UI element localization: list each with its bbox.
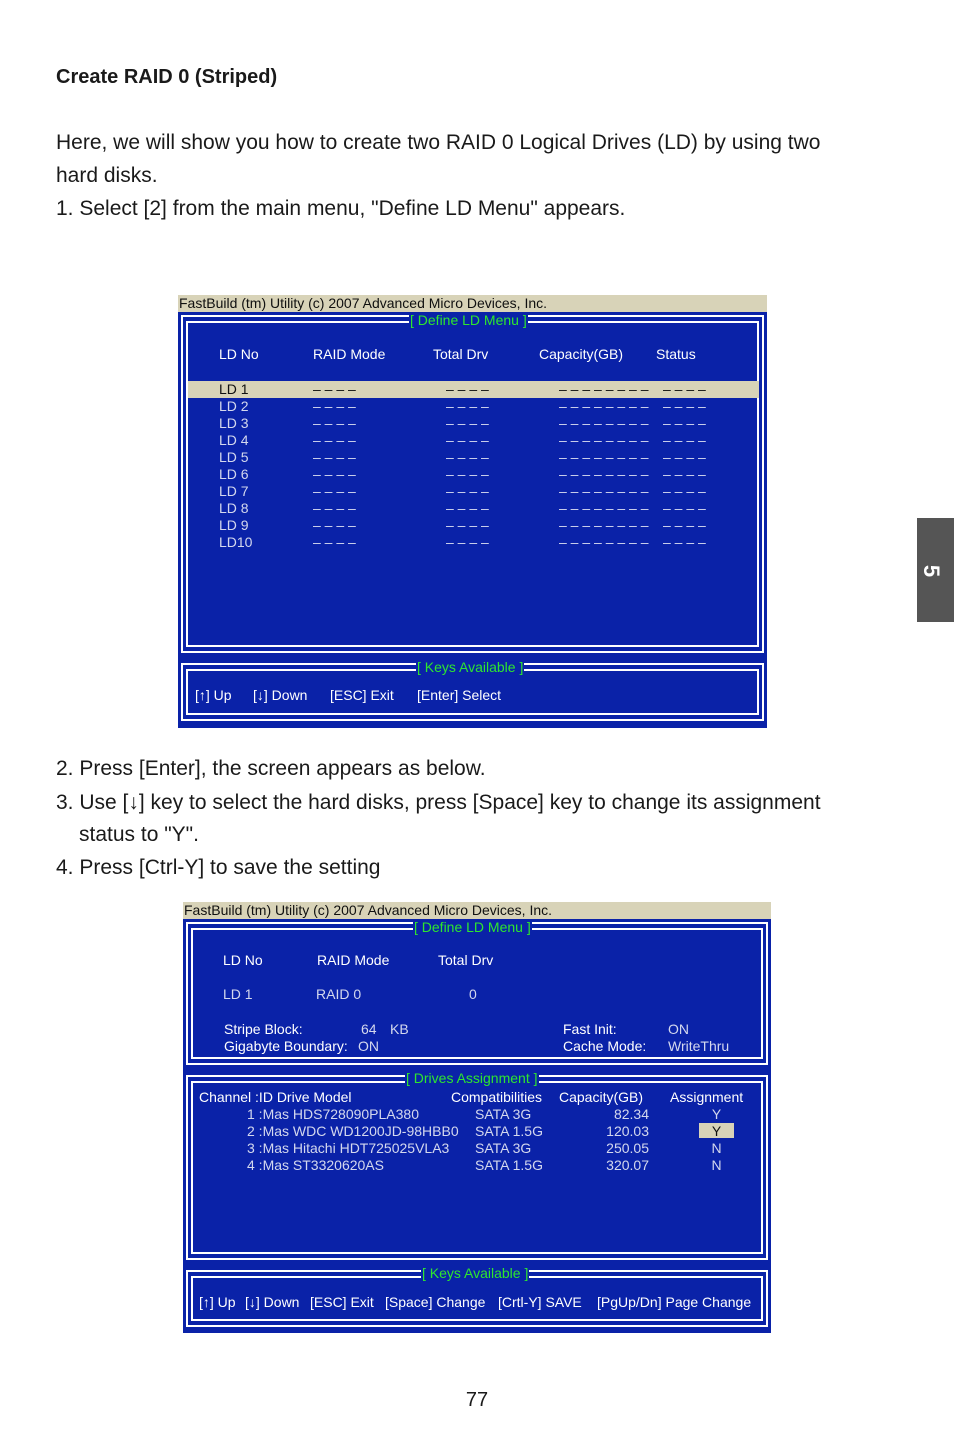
header-total-drv: Total Drv [433,346,489,362]
ld-row-capacity: – – – – – – – – [559,500,649,516]
header-ld-no: LD No [223,952,263,968]
ld-row-raid-mode: – – – – [313,398,356,414]
ld-row-raid-mode: – – – – [313,500,356,516]
bios-screen-drives-assignment [183,902,771,1333]
drive-header-model: Channel :ID Drive Model [199,1089,352,1105]
ld-row-ld-no: LD10 [219,534,253,550]
drive-row-compat: SATA 1.5G [475,1123,543,1139]
key-esc-exit: [ESC] Exit [330,687,394,703]
ld-row-capacity: – – – – – – – – [559,381,649,397]
ld-row-status: – – – – [663,466,706,482]
step-3-line-1: 3. Use [↓] key to select the hard disks, press [Space] key to change its assignment [56,791,821,814]
drive-row-model: 2 :Mas WDC WD1200JD-98HBB0 [247,1123,459,1139]
ld-row-ld-no: LD 5 [219,449,249,465]
drive-row-assignment[interactable]: N [711,1140,722,1156]
header-total-drv: Total Drv [438,952,494,968]
ld-row-status: – – – – [663,381,706,397]
key-up: [↑] Up [195,687,232,703]
drive-row-capacity: 250.05 [606,1140,649,1156]
ld-row-status: – – – – [663,398,706,414]
ld-row-ld-no: LD 9 [219,517,249,533]
drive-row-assignment[interactable]: Y [711,1106,722,1122]
stripe-block-unit: KB [390,1021,409,1037]
ld-row-status: – – – – [663,432,706,448]
ld-row-raid-mode: – – – – [313,517,356,533]
drive-row-compat: SATA 3G [475,1140,532,1156]
page-number: 77 [465,1389,489,1411]
drive-header-assignment: Assignment [670,1089,744,1105]
chapter-tab: 5 [917,518,954,622]
fast-init-label: Fast Init: [563,1021,617,1037]
ld-row-status: – – – – [663,449,706,465]
ld-row-ld-no: LD 1 [219,381,249,397]
drive-header-compat: Compatibilities [451,1089,543,1105]
ld-row-ld-no: LD 7 [219,483,249,499]
ld-row-raid-mode: – – – – [313,449,356,465]
drive-row-capacity: 82.34 [613,1106,649,1122]
ld-row-total-drv: – – – – [446,466,489,482]
cache-mode-value[interactable]: WriteThru [668,1038,730,1054]
key-ctrl-y-save: [Crtl-Y] SAVE [498,1294,582,1310]
ld-row-capacity: – – – – – – – – [559,517,649,533]
ld-row-total-drv: – – – – [446,483,489,499]
drive-header-capacity: Capacity(GB) [559,1089,644,1105]
key-down: [↓] Down [245,1294,300,1310]
ld-row-status: – – – – [663,534,706,550]
bios-screen-define-ld-menu [178,295,767,728]
ld-row-status: – – – – [663,500,706,516]
ld-row-total-drv: – – – – [446,381,489,397]
keys-available-title: [ Keys Available ] [417,659,524,675]
intro-line-2: hard disks. [56,164,158,187]
key-esc-exit: [ESC] Exit [310,1294,374,1310]
ld-row-raid-mode: – – – – [313,534,356,550]
cache-mode-label: Cache Mode: [563,1038,647,1054]
gigabyte-boundary-label: Gigabyte Boundary: [224,1038,348,1054]
step-4: 4. Press [Ctrl-Y] to save the setting [56,856,381,879]
key-down: [↓] Down [253,687,308,703]
ld-row-capacity: – – – – – – – – [559,449,649,465]
drive-row-model: 1 :Mas HDS728090PLA380 [247,1106,419,1122]
ld-row-total-drv: – – – – [446,534,489,550]
ld-row-ld-no: LD 2 [219,398,249,414]
drive-row-model: 3 :Mas Hitachi HDT725025VLA3 [247,1140,450,1156]
stripe-block-value[interactable]: 64 [361,1021,377,1037]
key-space-change: [Space] Change [385,1294,486,1310]
ld-row-ld-no: LD 8 [219,500,249,516]
key-up: [↑] Up [199,1294,236,1310]
intro-line-1: Here, we will show you how to create two RAID 0 Logical Drives (LD) by using two [56,131,821,154]
fast-init-value[interactable]: ON [668,1021,689,1037]
bios-title-bar: FastBuild (tm) Utility (c) 2007 Advanced Micro Devices, Inc. [178,295,767,312]
header-raid-mode: RAID Mode [313,346,386,362]
step-1: 1. Select [2] from the main menu, "Define LD Menu" appears. [56,197,626,220]
ld-row-capacity: – – – – – – – – [559,483,649,499]
stripe-block-label: Stripe Block: [224,1021,303,1037]
ld-row-total-drv: – – – – [446,415,489,431]
step-3-line-2: status to "Y". [79,823,199,846]
ld-row-total-drv: – – – – [446,432,489,448]
ld-row-status: – – – – [663,483,706,499]
drives-assignment-title: [ Drives Assignment ] [406,1070,538,1086]
header-capacity: Capacity(GB) [539,346,624,362]
drive-row-capacity: 120.03 [606,1123,649,1139]
ld-row-raid-mode: – – – – [313,483,356,499]
ld-row-raid-mode: – – – – [313,381,356,397]
ld-row-raid-mode: – – – – [313,432,356,448]
ld-row-raid-mode: – – – – [313,466,356,482]
ld-row-status: – – – – [663,517,706,533]
ld-row-capacity: – – – – – – – – [559,466,649,482]
ld-row-capacity: – – – – – – – – [559,432,649,448]
key-pgup-dn-page-change: [PgUp/Dn] Page Change [597,1294,752,1310]
ld-row-ld-no: LD 4 [219,432,249,448]
raid-mode-value[interactable]: RAID 0 [316,986,362,1002]
drive-row-model: 4 :Mas ST3320620AS [247,1157,384,1173]
gigabyte-boundary-value[interactable]: ON [358,1038,379,1054]
ld-row-raid-mode: – – – – [313,415,356,431]
drive-row-compat: SATA 3G [475,1106,532,1122]
keys-available-title: [ Keys Available ] [422,1265,529,1281]
ld-row-capacity: – – – – – – – – [559,398,649,414]
header-status: Status [656,346,696,362]
define-ld-menu-title: [ Define LD Menu ] [414,919,531,935]
ld-row-ld-no: LD 6 [219,466,249,482]
key-enter-select: [Enter] Select [417,687,502,703]
ld-row-status: – – – – [663,415,706,431]
ld-no-value: LD 1 [223,986,253,1002]
header-raid-mode: RAID Mode [317,952,390,968]
section-heading: Create RAID 0 (Striped) [56,66,278,88]
drive-row-assignment[interactable]: N [711,1157,722,1173]
ld-row-capacity: – – – – – – – – [559,415,649,431]
drive-row-assignment[interactable]: Y [711,1123,722,1139]
header-ld-no: LD No [219,346,259,362]
drive-row-capacity: 320.07 [606,1157,649,1173]
bios-title-bar: FastBuild (tm) Utility (c) 2007 Advanced Micro Devices, Inc. [183,902,771,919]
total-drv-value: 0 [469,986,477,1002]
ld-row-ld-no: LD 3 [219,415,249,431]
define-ld-menu-title: [ Define LD Menu ] [410,312,527,328]
ld-row-total-drv: – – – – [446,517,489,533]
step-2: 2. Press [Enter], the screen appears as below. [56,757,486,780]
ld-row-total-drv: – – – – [446,500,489,516]
ld-row-total-drv: – – – – [446,398,489,414]
ld-row-total-drv: – – – – [446,449,489,465]
ld-row-capacity: – – – – – – – – [559,534,649,550]
drive-row-compat: SATA 1.5G [475,1157,543,1173]
